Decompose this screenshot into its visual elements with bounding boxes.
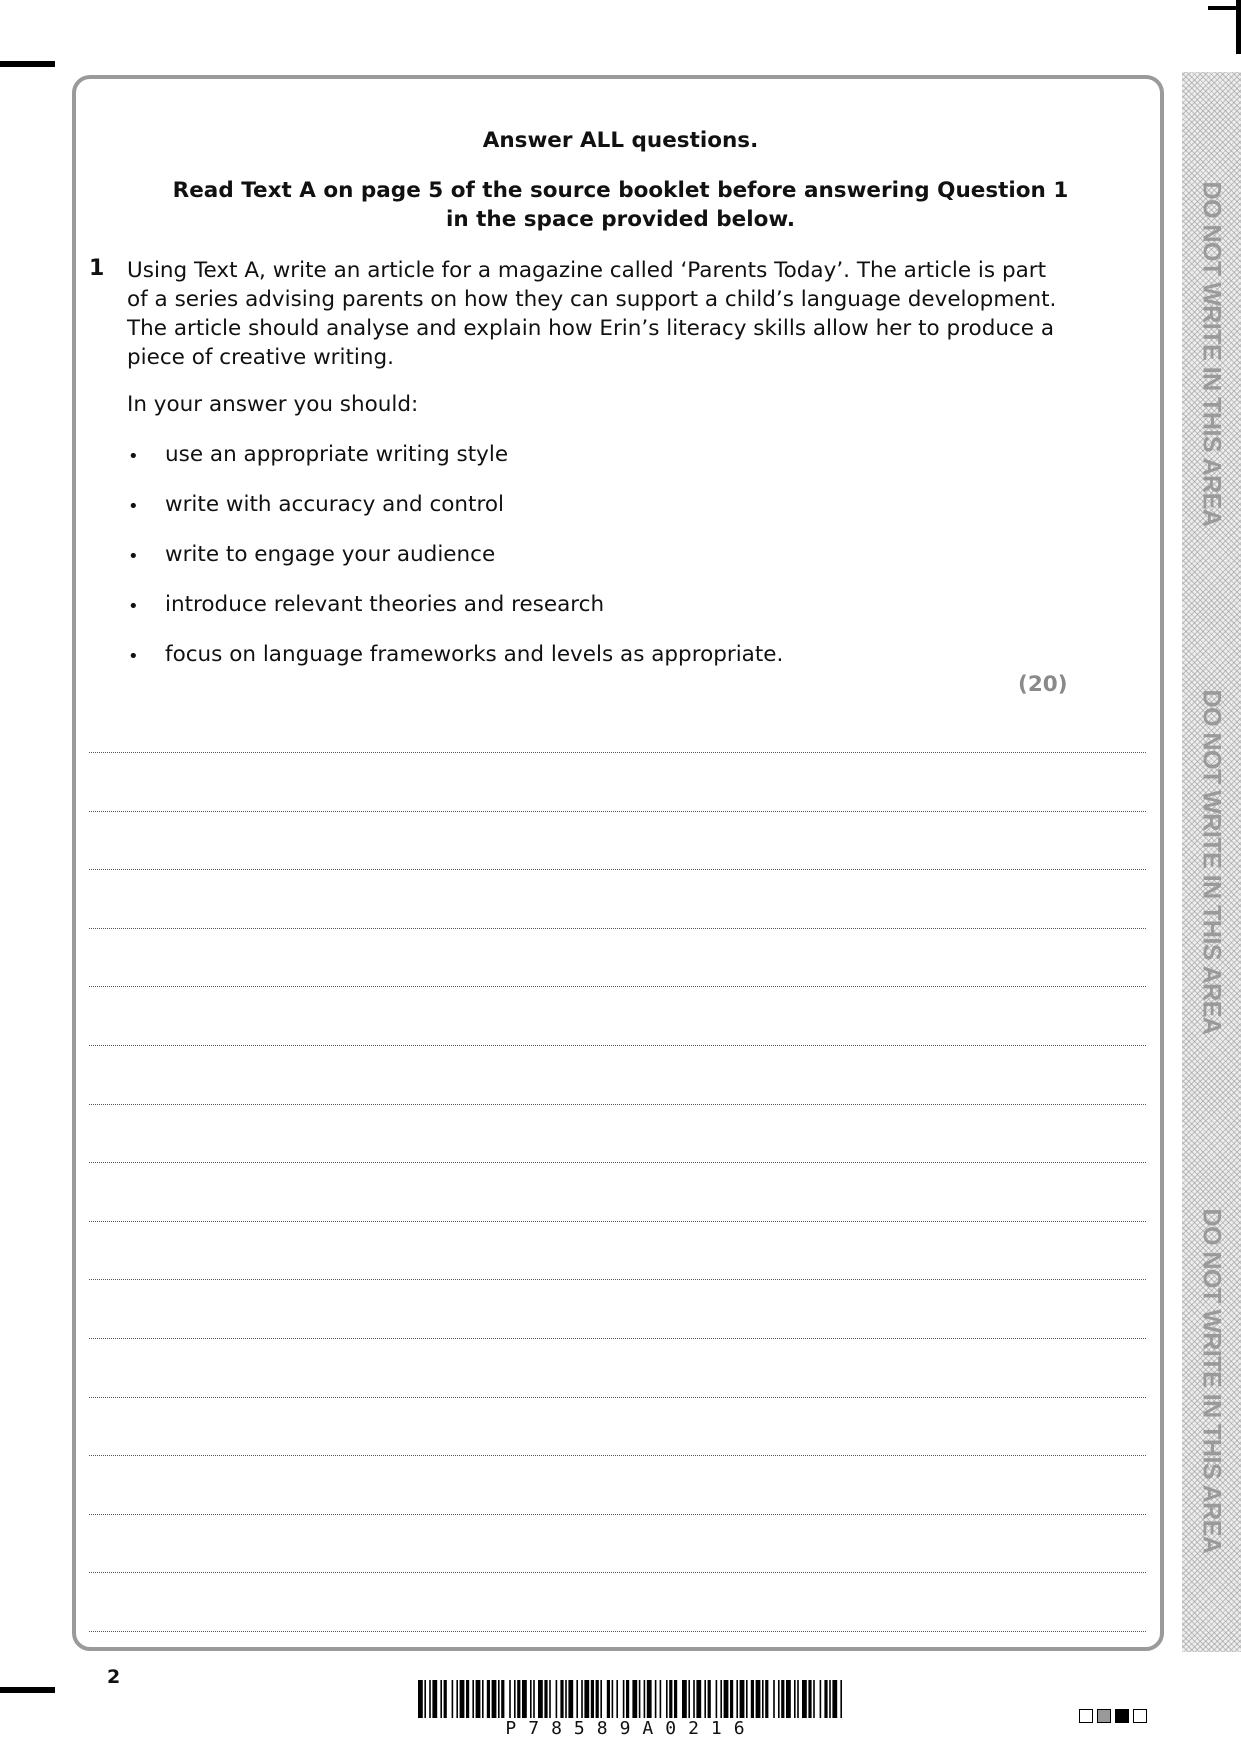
barcode-bar (568, 1680, 573, 1718)
barcode-bar (751, 1680, 754, 1718)
barcode-bar (724, 1680, 729, 1718)
barcode-bar (666, 1680, 668, 1718)
barcode-bar (517, 1680, 520, 1718)
barcode-bar (509, 1680, 511, 1718)
barcode-bar (623, 1680, 625, 1718)
registration-mark-bottom-left (0, 1687, 55, 1693)
read-instruction-line-1: Read Text A on page 5 of the source booklet before answering Question 1 (172, 178, 1069, 203)
barcode-bar (632, 1680, 637, 1718)
answer-line[interactable] (89, 752, 1146, 753)
barcode-bar (456, 1680, 458, 1718)
barcode-bar (820, 1680, 822, 1718)
barcode-bar (544, 1680, 547, 1718)
answer-line[interactable] (89, 1455, 1146, 1456)
barcode-bar (472, 1680, 474, 1718)
page-indicator-square (1079, 1709, 1093, 1723)
barcode-bar (813, 1680, 815, 1718)
barcode-bar (655, 1680, 657, 1718)
guidance-bullet: write with accuracy and control (165, 492, 504, 517)
barcode-bar (797, 1680, 799, 1718)
barcode-number: P78589A0216 (505, 1718, 757, 1739)
barcode-bar (460, 1680, 465, 1718)
answer-line[interactable] (89, 1338, 1146, 1339)
instruction-heading: Answer ALL questions. (482, 128, 759, 153)
question-text: Using Text A, write an article for a magazine called ‘Parents Today’. The article is part of a series advising parents on how they can support a child’s language development. The article should analyse and explain how Erin’s literacy skills allow her to produce a piece of creative writing. (127, 258, 1057, 370)
barcode-bar (482, 1680, 484, 1718)
barcode-bar (584, 1680, 589, 1718)
barcode-bar (556, 1680, 558, 1718)
barcode-bar (778, 1680, 780, 1718)
guidance-bullet: introduce relevant theories and research (165, 592, 605, 617)
margin-warning-3: DO NOT WRITE IN THIS AREA (1197, 1208, 1226, 1554)
margin-warning-2: DO NOT WRITE IN THIS AREA (1197, 689, 1226, 1035)
page-indicator-square (1097, 1709, 1111, 1723)
answer-guidance-lead: In your answer you should: (127, 392, 419, 417)
barcode-bar (794, 1680, 796, 1718)
answer-line[interactable] (89, 928, 1146, 929)
barcode-bar (773, 1680, 775, 1718)
page-number: 2 (107, 1666, 121, 1688)
barcode-bar (591, 1680, 594, 1718)
barcode-bar (736, 1680, 738, 1718)
barcode-bar (432, 1680, 437, 1718)
barcode-bar (581, 1680, 583, 1718)
answer-line[interactable] (89, 1631, 1146, 1632)
bullet-marker: • (128, 446, 139, 467)
barcode-bar (647, 1680, 652, 1718)
barcode-bar (693, 1680, 695, 1718)
barcode-bar (682, 1680, 687, 1718)
barcode-bar (660, 1680, 662, 1718)
barcode-bar (576, 1680, 578, 1718)
barcode-bar (786, 1680, 791, 1718)
barcode-bar (487, 1680, 490, 1718)
barcode-bar (808, 1680, 811, 1718)
margin-warning-1: DO NOT WRITE IN THIS AREA (1197, 181, 1226, 527)
barcode-bar (600, 1680, 602, 1718)
marks-available: (20) (1018, 672, 1068, 697)
barcode-bar (596, 1680, 599, 1718)
answer-line[interactable] (89, 1104, 1146, 1105)
barcode-bar (533, 1680, 535, 1718)
barcode-bar (501, 1680, 504, 1718)
barcode-bar (708, 1680, 711, 1718)
barcode-bar (644, 1680, 646, 1718)
read-instruction-line-2: in the space provided below. (445, 207, 796, 232)
barcode-bar (538, 1680, 543, 1718)
barcode-bar (560, 1680, 563, 1718)
barcode-bar (607, 1680, 610, 1718)
barcode-bar (530, 1680, 532, 1718)
registration-mark-top-left (0, 61, 55, 67)
barcode-bar (440, 1680, 442, 1718)
page-indicator-square (1115, 1709, 1129, 1723)
barcode-bar (688, 1680, 690, 1718)
barcode-bar (639, 1680, 641, 1718)
bullet-marker: • (128, 596, 139, 617)
barcode-bar (444, 1680, 447, 1718)
barcode-bar (824, 1680, 827, 1718)
question-number: 1 (89, 256, 105, 281)
bullet-marker: • (128, 646, 139, 667)
guidance-bullet: focus on language frameworks and levels as appropriate. (165, 642, 784, 667)
bullet-marker: • (128, 546, 139, 567)
guidance-bullet: use an appropriate writing style (165, 442, 509, 467)
barcode-bar (549, 1680, 551, 1718)
barcode-bar (424, 1680, 426, 1718)
barcode-bar (762, 1680, 764, 1718)
answer-line[interactable] (89, 1514, 1146, 1515)
barcode-bar (674, 1680, 677, 1718)
answer-line[interactable] (89, 1045, 1146, 1046)
barcode-bar (746, 1680, 748, 1718)
answer-line[interactable] (89, 1397, 1146, 1398)
barcode-bar (802, 1680, 807, 1718)
barcode-bar (756, 1680, 761, 1718)
barcode-bar (720, 1680, 722, 1718)
barcode-bar (429, 1680, 431, 1718)
barcode-bar (626, 1680, 629, 1718)
guidance-bullet: write to engage your audience (165, 542, 496, 567)
barcode (418, 1680, 844, 1718)
answer-line[interactable] (89, 869, 1146, 870)
barcode-bar (840, 1680, 842, 1718)
answer-line[interactable] (89, 1162, 1146, 1163)
barcode-bar (781, 1680, 784, 1718)
barcode-bar (740, 1680, 745, 1718)
answer-line[interactable] (89, 986, 1146, 987)
barcode-bar (832, 1680, 837, 1718)
barcode-bar (418, 1680, 423, 1718)
barcode-bar (476, 1680, 481, 1718)
barcode-bar (498, 1680, 500, 1718)
barcode-bar (669, 1680, 672, 1718)
barcode-bar (514, 1680, 516, 1718)
barcode-bar (704, 1680, 706, 1718)
barcode-bar (565, 1680, 567, 1718)
answer-line[interactable] (89, 1572, 1146, 1573)
barcode-bar (616, 1680, 618, 1718)
barcode-bar (466, 1680, 469, 1718)
barcode-bar (730, 1680, 733, 1718)
barcode-bar (716, 1680, 718, 1718)
answer-line[interactable] (89, 1221, 1146, 1222)
bullet-marker: • (128, 496, 139, 517)
barcode-bar (696, 1680, 701, 1718)
barcode-bar (765, 1680, 768, 1718)
barcode-bar (492, 1680, 497, 1718)
barcode-bar (829, 1680, 831, 1718)
answer-line[interactable] (89, 811, 1146, 812)
barcode-bar (612, 1680, 614, 1718)
page-indicator-square (1133, 1709, 1147, 1723)
answer-line[interactable] (89, 1279, 1146, 1280)
barcode-bar (452, 1680, 454, 1718)
registration-mark-top-right-horizontal (1208, 6, 1241, 10)
barcode-bar (522, 1680, 527, 1718)
